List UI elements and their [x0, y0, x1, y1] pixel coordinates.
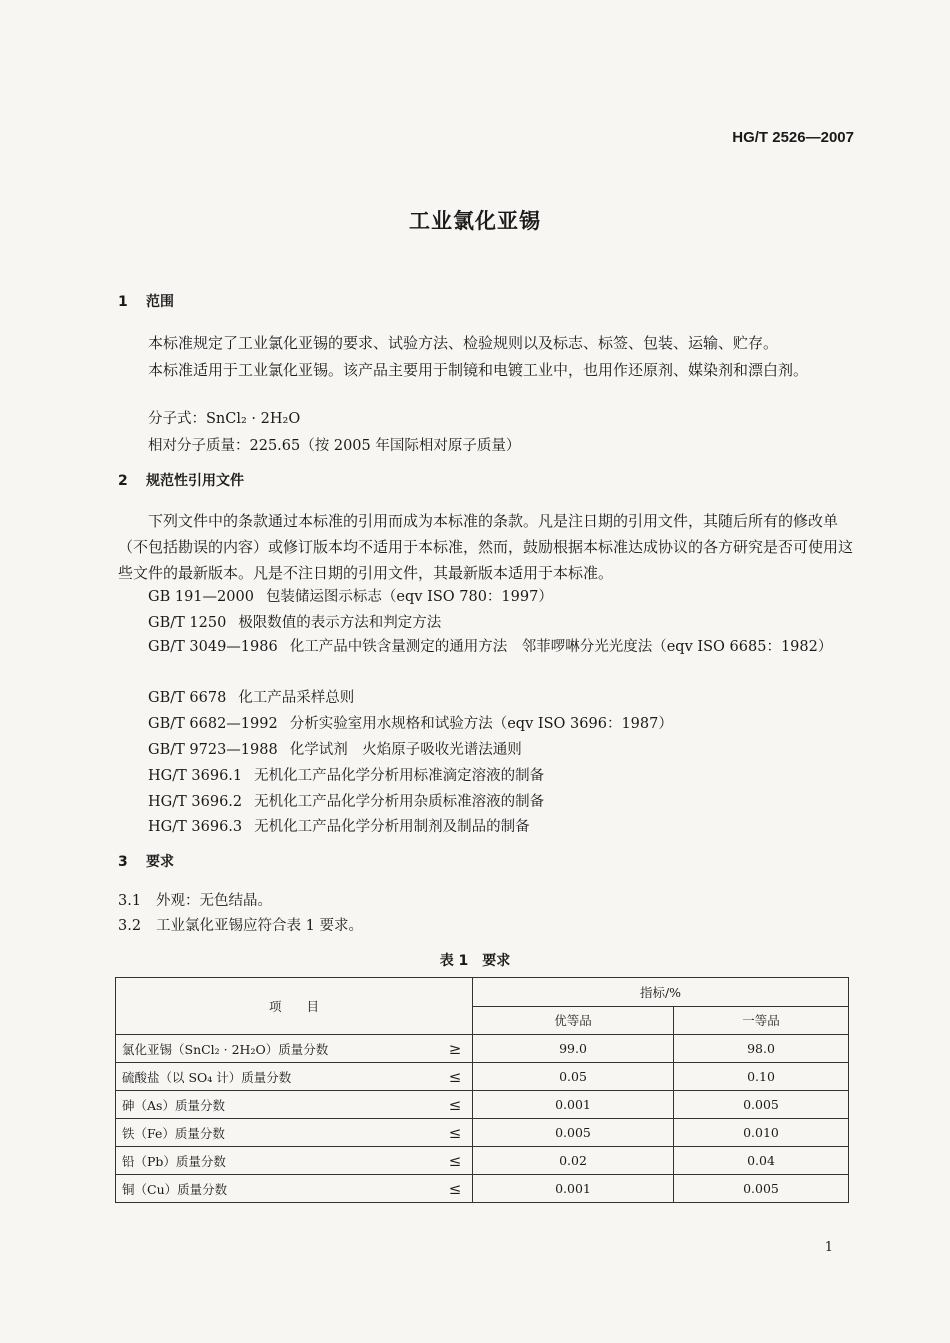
reference-title: 化工产品采样总则 [238, 690, 355, 706]
table-header-row [116, 978, 849, 1007]
requirement-3-1 [118, 889, 272, 910]
reference-item [148, 738, 522, 759]
reference-code: HG/T 3696.2 [148, 794, 243, 810]
column-header-indicator: 指标/% [473, 978, 849, 1007]
reference-title: 无机化工产品化学分析用制剂及制品的制备 [254, 819, 530, 835]
reference-title: 包装储运图示标志（eqv ISO 780：1997） [265, 589, 553, 605]
comparison-symbol: ≤ [438, 1147, 473, 1175]
reference-code: HG/T 3696.1 [148, 768, 243, 784]
value-grade-2: 0.005 [674, 1175, 849, 1203]
molecular-formula [148, 407, 300, 428]
table-row [116, 1175, 849, 1203]
reference-title: 无机化工产品化学分析用标准滴定溶液的制备 [254, 768, 545, 784]
reference-item [148, 611, 441, 632]
references-intro: 下列文件中的条款通过本标准的引用而成为本标准的条款。凡是注日期的引用文件，其随后所有的修改单（不包括勘误的内容）或修订版本均不适用于本标准，然而，鼓励根据本标准达成协议的各方研究是否可使用这些文件的最新版本。凡是不注日期的引用文件，其最新版本适用于本标准。 [118, 512, 854, 582]
reference-title: 极限数值的表示方法和判定方法 [238, 615, 442, 631]
section-number: 1 [118, 294, 128, 310]
table-row [116, 1063, 849, 1091]
reference-code: GB/T 6682—1992 [148, 716, 278, 732]
reference-item [148, 815, 530, 836]
section-3-heading [118, 851, 174, 871]
reference-code: GB/T 6678 [148, 690, 227, 706]
clause-text: 工业氯化亚锡应符合表 1 要求。 [156, 918, 363, 934]
formula-value: SnCl₂ · 2H₂O [206, 411, 301, 427]
row-item: 砷（As）质量分数 [116, 1091, 439, 1119]
reference-item [148, 712, 673, 733]
comparison-symbol: ≤ [438, 1119, 473, 1147]
value-grade-2: 0.10 [674, 1063, 849, 1091]
comparison-symbol: ≤ [438, 1091, 473, 1119]
mass-label: 相对分子质量： [148, 438, 250, 454]
formula-label: 分子式： [148, 411, 206, 427]
column-header-grade-1: 优等品 [473, 1006, 674, 1035]
reference-code: HG/T 3696.3 [148, 819, 243, 835]
comparison-symbol: ≤ [438, 1063, 473, 1091]
reference-title: 无机化工产品化学分析用杂质标准溶液的制备 [254, 794, 545, 810]
reference-code: GB 191—2000 [148, 589, 254, 605]
reference-title: 化学试剂 火焰原子吸收光谱法通则 [289, 742, 522, 758]
reference-code: GB/T 3049—1986 [148, 639, 278, 655]
row-item: 铁（Fe）质量分数 [116, 1119, 439, 1147]
reference-item [148, 790, 544, 811]
clause-number: 3.1 [118, 893, 142, 909]
table-row [116, 1035, 849, 1063]
row-item: 氯化亚锡（SnCl₂ · 2H₂O）质量分数 [116, 1035, 439, 1063]
value-grade-1: 99.0 [473, 1035, 674, 1063]
value-grade-2: 98.0 [674, 1035, 849, 1063]
page-number: 1 [824, 1240, 833, 1255]
value-grade-1: 0.001 [473, 1091, 674, 1119]
section-1-heading [118, 291, 174, 311]
table-row [116, 1091, 849, 1119]
requirement-3-2 [118, 914, 363, 935]
reference-code: GB/T 1250 [148, 615, 227, 631]
comparison-symbol: ≥ [438, 1035, 473, 1063]
column-header-grade-2: 一等品 [674, 1006, 849, 1035]
value-grade-1: 0.05 [473, 1063, 674, 1091]
requirements-table [115, 977, 849, 1203]
table-row [116, 1147, 849, 1175]
row-item: 铜（Cu）质量分数 [116, 1175, 439, 1203]
molecular-mass [148, 434, 520, 455]
section-2-heading [118, 470, 244, 490]
section-title: 要求 [146, 854, 174, 870]
clause-number: 3.2 [118, 918, 142, 934]
value-grade-2: 0.04 [674, 1147, 849, 1175]
scope-paragraph-2: 本标准适用于工业氯化亚锡。该产品主要用于制镜和电镀工业中，也用作还原剂、媒染剂和漂白剂。 [148, 361, 809, 379]
reference-item [148, 686, 354, 707]
table-row [116, 1119, 849, 1147]
value-grade-2: 0.005 [674, 1091, 849, 1119]
standard-code: HG/T 2526—2007 [732, 129, 854, 146]
section-number: 2 [118, 473, 128, 489]
section-number: 3 [118, 854, 128, 870]
value-grade-1: 0.02 [473, 1147, 674, 1175]
table-title: 表 1 要求 [439, 953, 511, 969]
scope-paragraph-1: 本标准规定了工业氯化亚锡的要求、试验方法、检验规则以及标志、标签、包装、运输、贮存。 [148, 334, 779, 352]
value-grade-1: 0.001 [473, 1175, 674, 1203]
reference-item [148, 764, 544, 785]
section-title: 规范性引用文件 [146, 473, 244, 489]
mass-value: 225.65（按 2005 年国际相对原子质量） [249, 438, 521, 454]
column-header-item: 项 目 [116, 978, 473, 1035]
reference-item [148, 585, 553, 606]
reference-item [148, 636, 853, 659]
value-grade-2: 0.010 [674, 1119, 849, 1147]
section-title: 范围 [146, 294, 174, 310]
row-item: 铅（Pb）质量分数 [116, 1147, 439, 1175]
clause-text: 外观：无色结晶。 [156, 893, 272, 909]
document-title: 工业氯化亚锡 [409, 209, 541, 233]
comparison-symbol: ≤ [438, 1175, 473, 1203]
reference-title: 化工产品中铁含量测定的通用方法 邻菲啰啉分光光度法（eqv ISO 6685：1982） [289, 639, 833, 655]
reference-code: GB/T 9723—1988 [148, 742, 278, 758]
reference-title: 分析实验室用水规格和试验方法（eqv ISO 3696：1987） [289, 716, 673, 732]
row-item: 硫酸盐（以 SO₄ 计）质量分数 [116, 1063, 439, 1091]
value-grade-1: 0.005 [473, 1119, 674, 1147]
